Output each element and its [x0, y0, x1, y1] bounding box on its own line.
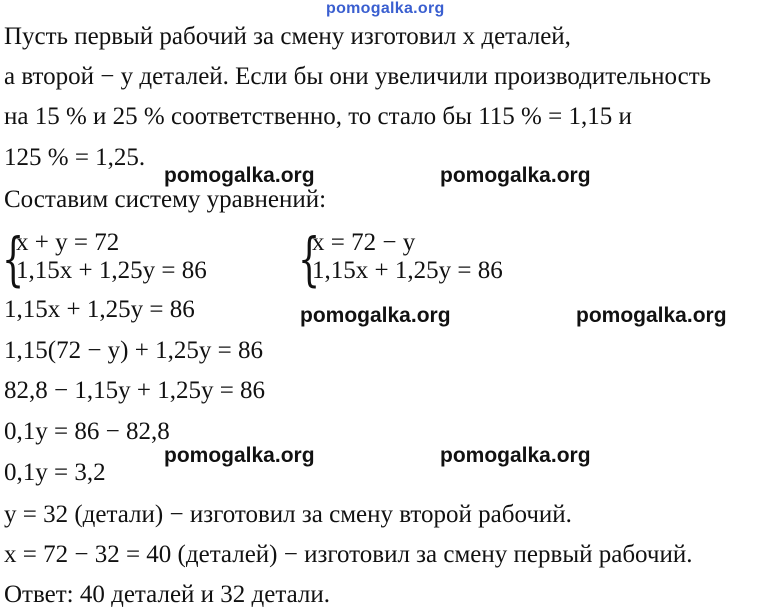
watermark-1: pomogalka.org — [164, 164, 315, 187]
system-1-equation-1: x + y = 72 — [16, 229, 120, 256]
text-line-4: 125 % = 1,25. — [4, 144, 146, 171]
watermark-6: pomogalka.org — [440, 444, 591, 467]
answer-line: Ответ: 40 деталей и 32 детали. — [4, 581, 331, 608]
text-line-eq-2: 1,15(72 − y) + 1,25y = 86 — [4, 337, 263, 364]
text-line-result-y: y = 32 (детали) − изготовил за смену второй рабочий. — [4, 501, 572, 528]
brace-symbol: { — [2, 225, 25, 293]
equation-system-1 — [2, 225, 262, 293]
text-line-eq-5: 0,1y = 3,2 — [4, 459, 106, 486]
text-line-1: Пусть первый рабочий за смену изготовил x деталей, — [4, 23, 571, 50]
text-line-3: на 15 % и 25 % соответственно, то стало бы 115 % = 1,15 и — [4, 103, 632, 130]
text-line-eq-3: 82,8 − 1,15y + 1,25y = 86 — [4, 377, 266, 404]
system-2-equation-1: x = 72 − y — [312, 229, 416, 256]
text-line-2: а второй − y деталей. Если бы они увеличили производительность — [4, 63, 712, 90]
watermark-5: pomogalka.org — [164, 444, 315, 467]
system-1-equation-2: 1,15x + 1,25y = 86 — [16, 257, 207, 284]
watermark-3: pomogalka.org — [300, 304, 451, 327]
text-line-eq-1: 1,15x + 1,25y = 86 — [4, 296, 195, 323]
watermark-4: pomogalka.org — [576, 304, 727, 327]
system-2-equation-2: 1,15x + 1,25y = 86 — [312, 257, 503, 284]
equation-system-2 — [298, 225, 558, 293]
text-line-eq-4: 0,1y = 86 − 82,8 — [4, 418, 170, 445]
watermark-2: pomogalka.org — [440, 164, 591, 187]
brace-symbol: { — [298, 225, 321, 293]
text-line-result-x: x = 72 − 32 = 40 (деталей) − изготовил за смену первый рабочий. — [4, 541, 693, 568]
site-header-link[interactable]: pomogalka.org — [326, 0, 445, 17]
text-line-system-intro: Составим систему уравнений: — [4, 186, 327, 213]
